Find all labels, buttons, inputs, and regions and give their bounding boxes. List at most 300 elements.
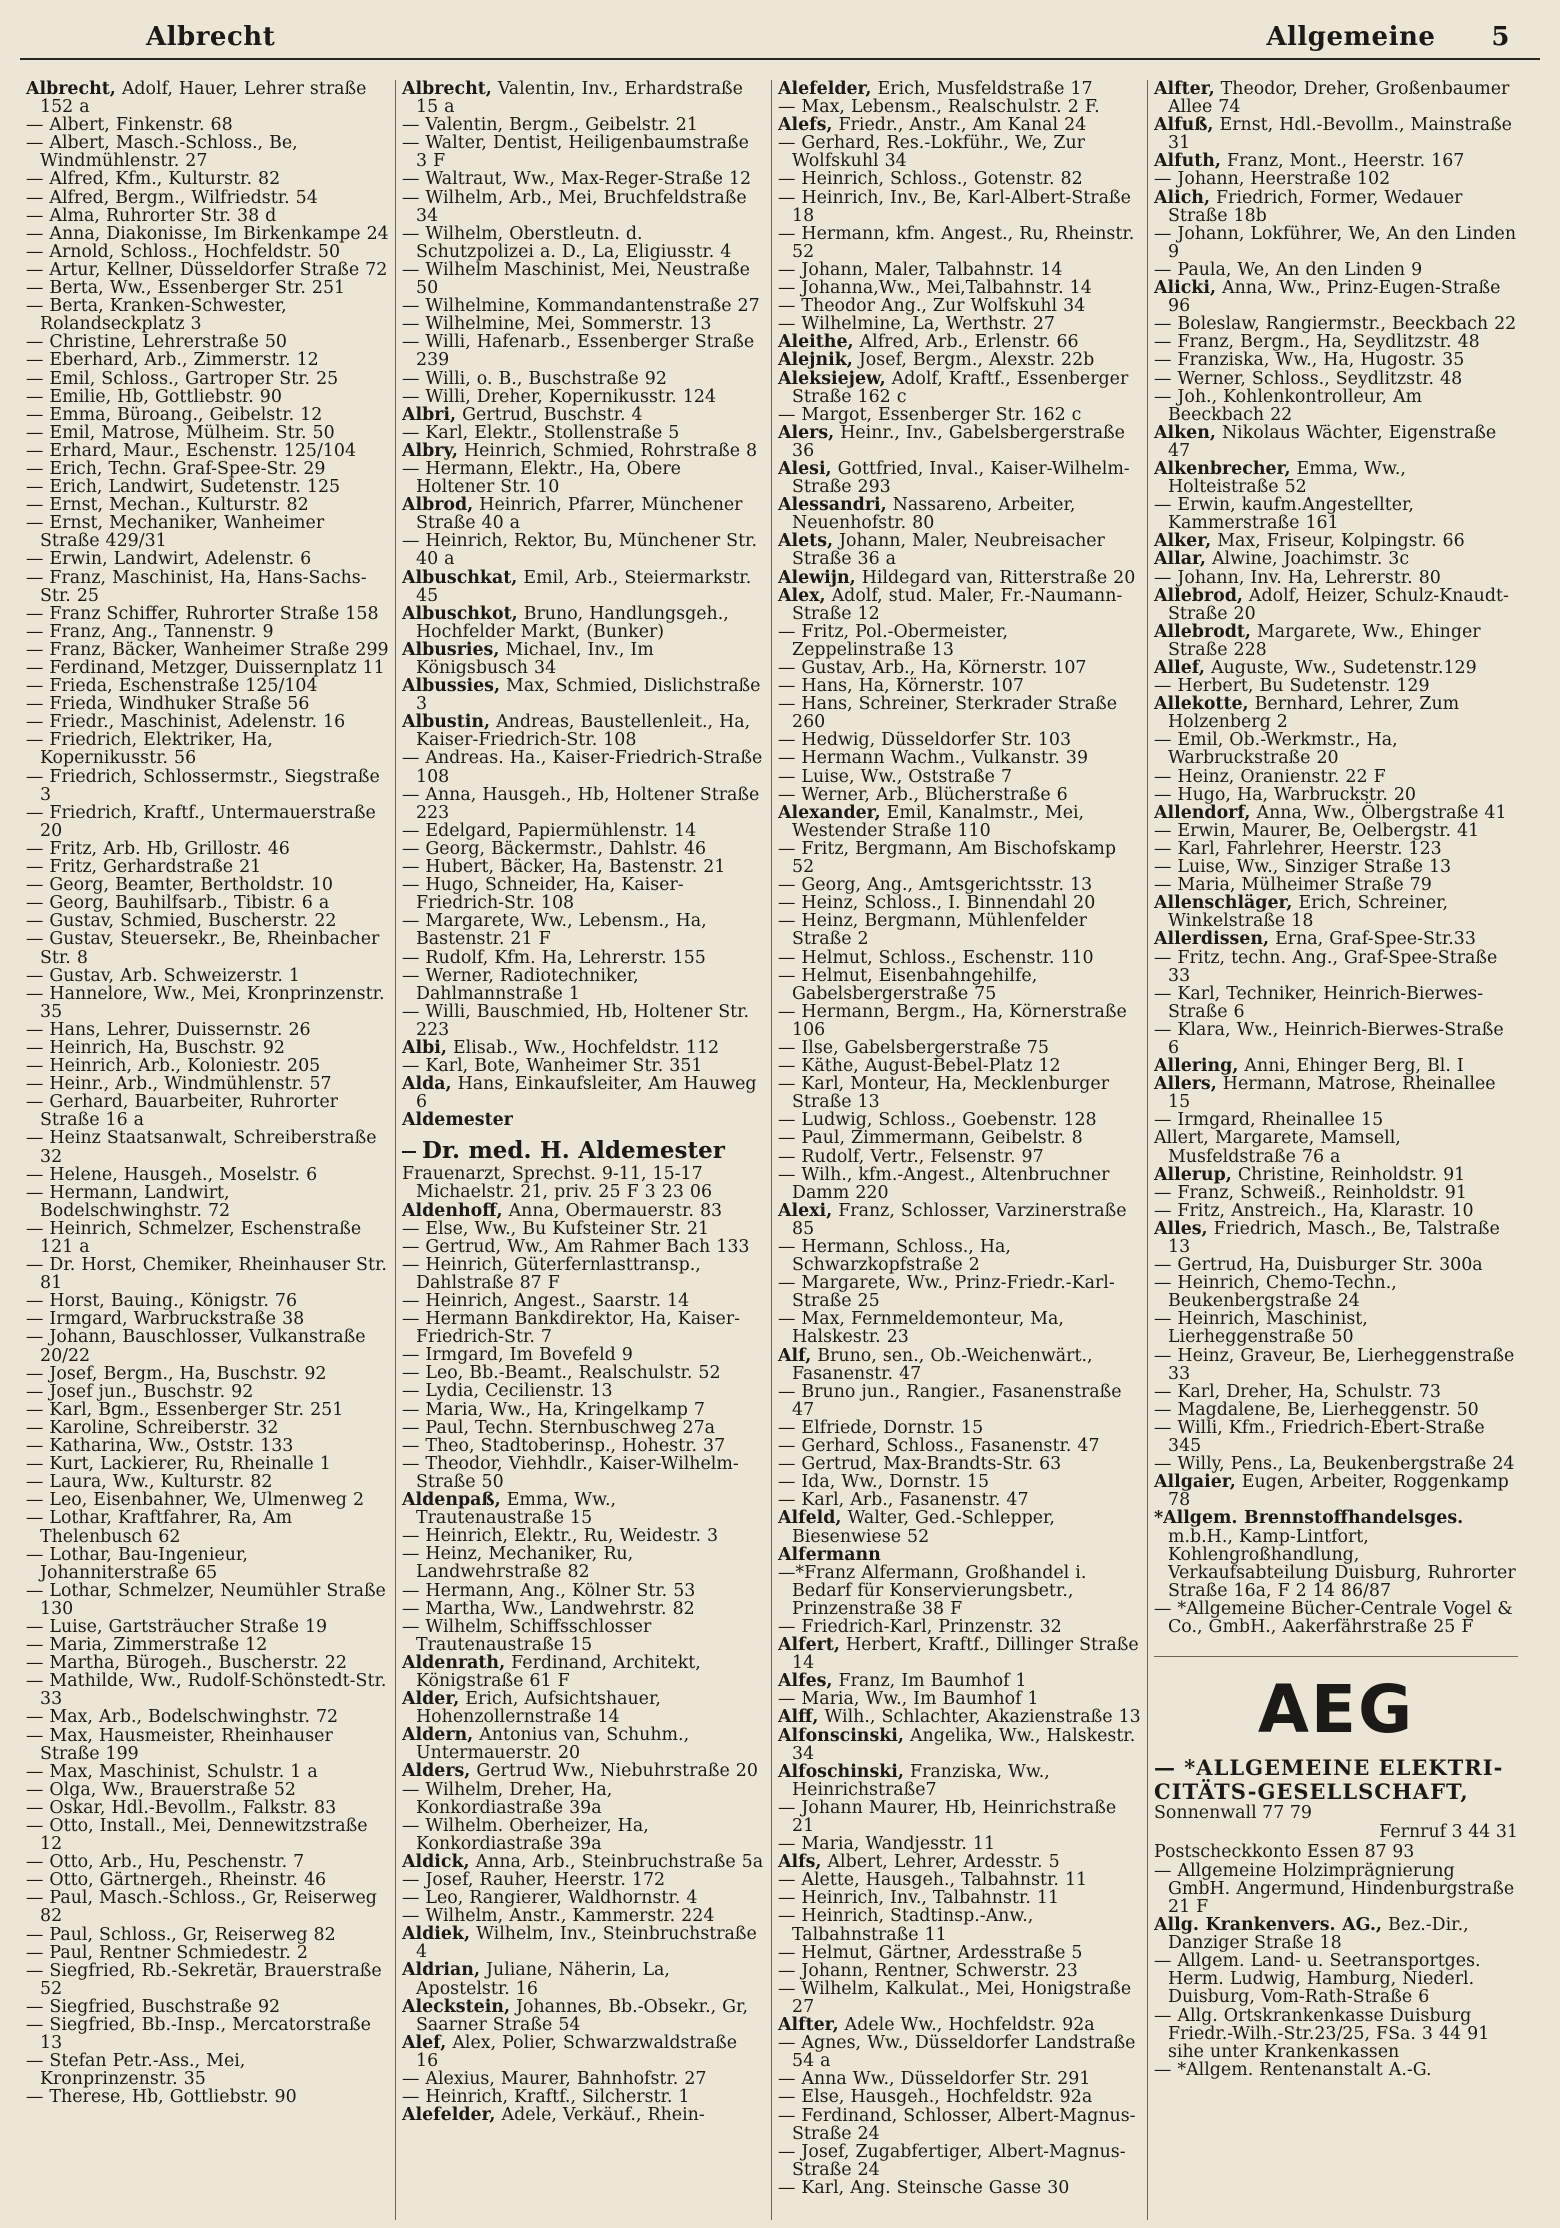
entry-text: — Friedrich, Elektriker, Ha, Kopernikusstr. 56 xyxy=(26,730,273,769)
entry-text: Franz, Im Baumhof 1 xyxy=(832,1671,1027,1692)
surname: Allef, xyxy=(1154,658,1205,678)
directory-entry xyxy=(778,840,1141,876)
surname: Allenschläger, xyxy=(1154,893,1293,914)
directory-entry xyxy=(778,1003,1141,1039)
entry-text: — Willi, o. B., Buschstraße 92 xyxy=(402,368,667,389)
entry-text: — Helmut, Schloss., Eschenstr. 110 xyxy=(778,947,1094,968)
entry-text: Wilh., Schlachter, Akazienstraße 13 xyxy=(818,1707,1141,1728)
entry-text: — Heinz Staatsanwalt, Schreiberstraße 32 xyxy=(26,1128,377,1167)
directory-entry xyxy=(26,659,389,677)
entry-text: — Heinrich, Maschinist, Lierheggenstraße 50 xyxy=(1154,1309,1368,1348)
entry-text: — Alma, Ruhrorter Str. 38 d xyxy=(26,205,277,226)
surname: Albuschkot, xyxy=(402,603,518,624)
directory-entry xyxy=(1154,333,1518,351)
directory-entry xyxy=(1154,1383,1518,1401)
ad-title-line2: CITÄTS-GESELLSCHAFT, xyxy=(1154,1779,1469,1805)
entry-text: — Erwin, Landwirt, Adelenstr. 6 xyxy=(26,549,312,570)
entry-text: — Walter, Dentist, Heiligenbaumstraße 3 F xyxy=(402,133,749,172)
directory-entry xyxy=(26,1256,389,1292)
entry-text: Allert, Margarete, Mamsell, Musfeldstraße 76 a xyxy=(1154,1128,1401,1167)
entry-text: — Gustav, Steuersekr., Be, Rheinbacher Str. 8 xyxy=(26,929,380,968)
entry-text: — Wilhelm, Kalkulat., Mei, Honigstraße 27 xyxy=(778,1978,1132,2017)
directory-entry xyxy=(778,1853,1141,1871)
surname: Allerdissen, xyxy=(1154,929,1270,950)
entry-text: — Theodor Ang., Zur Wolfskuhl 34 xyxy=(778,296,1086,317)
directory-entry xyxy=(778,1907,1141,1943)
directory-entry xyxy=(402,388,765,406)
entry-text: — Franz, Ang., Tannenstr. 9 xyxy=(26,621,274,642)
entry-text: — Heinrich, Schloss., Gotenstr. 82 xyxy=(778,169,1083,190)
entry-text: — Rudolf, Kfm. Ha, Lehrerstr. 155 xyxy=(402,947,706,968)
entry-text: — Emil, Schloss., Gartroper Str. 25 xyxy=(26,368,339,389)
surname: Alefelder, xyxy=(402,2105,496,2126)
entry-text: — Berta, Ww., Essenberger Str. 251 xyxy=(26,278,346,299)
entry-text: — Willi, Hafenarb., Essenberger Straße 239 xyxy=(402,332,755,371)
entry-text: — Wilhelmine, Mei, Sommerstr. 13 xyxy=(402,314,712,335)
entry-text: — Elfriede, Dornstr. 15 xyxy=(778,1417,984,1438)
entry-text: — Willy, Pens., La, Beukenbergstraße 24 xyxy=(1154,1454,1515,1475)
entry-text: Josef, Bergm., Alexstr. 22b xyxy=(852,350,1095,371)
directory-entry xyxy=(778,315,1141,333)
surname: Alich, xyxy=(1154,187,1210,208)
entry-text: Bez.-Dir., Danziger Straße 18 xyxy=(1168,1915,1469,1954)
directory-entry xyxy=(26,1419,389,1437)
directory-entry xyxy=(26,569,389,605)
directory-entry xyxy=(778,333,1141,351)
directory-entry xyxy=(1154,949,1518,985)
entry-text: Anni, Ehinger Berg, Bl. I xyxy=(1238,1056,1464,1077)
surname: Alewijn, xyxy=(778,567,856,588)
entry-text: Auguste, Ww., Sudetenstr.129 xyxy=(1204,658,1477,678)
directory-entry xyxy=(1154,261,1518,279)
entry-text: — Wilhelmine, Kommandantenstraße 27 xyxy=(402,296,760,317)
directory-entry xyxy=(26,2016,389,2052)
surname: Allebrod, xyxy=(1154,585,1243,606)
entry-text: — Johann, Maler, Talbahnstr. 14 xyxy=(778,259,1063,280)
entry-text: — Stefan Petr.-Ass., Mei, Kronprinzenstr. 35 xyxy=(26,2051,246,2090)
directory-entry xyxy=(1154,1166,1518,1184)
entry-text: Anna, Arb., Steinbruchstraße 5a xyxy=(469,1851,764,1872)
aeg-advertisement xyxy=(1154,1656,1518,1862)
entry-text: — *Allgemeine Bücher-Centrale Vogel & Co., GmbH., Aakerfährstraße 25 F xyxy=(1154,1598,1513,1637)
entry-text: — Allgemeine Holzimprägnierung GmbH. Angermund, Hindenburgstraße 21 F xyxy=(1154,1860,1515,1917)
directory-entry xyxy=(778,1835,1141,1853)
surname: Allendorf, xyxy=(1154,802,1251,823)
surname: Alessandri, xyxy=(778,495,887,516)
directory-entry xyxy=(778,1509,1141,1545)
surname: Allebrodt, xyxy=(1154,621,1251,642)
entry-text: Christine, Reinholdstr. 91 xyxy=(1231,1164,1466,1185)
entry-text: — Wilhelm, Schiffsschlosser Trautenaustraße 15 xyxy=(402,1616,652,1655)
directory-entry xyxy=(402,912,765,948)
entry-text: — Max, Hausmeister, Rheinhauser Straße 199 xyxy=(26,1725,333,1764)
directory-entry xyxy=(1154,152,1518,170)
directory-entry xyxy=(1154,2061,1518,2079)
entry-text: Heinr., Inv., Gabelsbergerstraße 36 xyxy=(792,422,1125,461)
directory-entry xyxy=(26,1093,389,1129)
directory-entry xyxy=(26,713,389,731)
entry-text: — Gertrud, Ww., Am Rahmer Bach 133 xyxy=(402,1236,750,1257)
entry-text: — Käthe, August-Bebel-Platz 12 xyxy=(778,1056,1061,1077)
entry-text: — Heinrich, Inv., Talbahnstr. 11 xyxy=(778,1888,1060,1909)
entry-text: — Hubert, Bäcker, Ha, Bastenstr. 21 xyxy=(402,857,726,878)
directory-entry xyxy=(26,1727,389,1763)
directory-entry xyxy=(26,1853,389,1871)
directory-entry xyxy=(1154,1419,1518,1455)
directory-entry xyxy=(778,1274,1141,1310)
advert-heading xyxy=(402,1139,765,1163)
entry-text: — Willi, Dreher, Kopernikusstr. 124 xyxy=(402,386,717,407)
entry-text: — Maria, Ww., Ha, Kringelkamp 7 xyxy=(402,1399,705,1420)
directory-entry xyxy=(402,1419,765,1437)
directory-entry xyxy=(778,1889,1141,1907)
entry-text: Adele, Verkäuf., Rhein- xyxy=(495,2105,705,2126)
entry-text: — Rudolf, Vertr., Felsenstr. 97 xyxy=(778,1146,1044,1167)
directory-entry xyxy=(402,1618,765,1654)
directory-entry xyxy=(778,731,1141,749)
directory-entry xyxy=(26,170,389,188)
directory-entry xyxy=(402,876,765,912)
entry-text: — Anna, Hausgeh., Hb, Holtener Straße 223 xyxy=(402,784,760,823)
entry-text: — Alfred, Bergm., Wilfriedstr. 54 xyxy=(26,187,318,208)
entry-text: — Otto, Arb., Hu, Peschenstr. 7 xyxy=(26,1852,305,1873)
directory-entry xyxy=(778,1075,1141,1111)
directory-entry xyxy=(26,80,389,116)
directory-entry xyxy=(26,623,389,641)
entry-text: — Friedr., Maschinist, Adelenstr. 16 xyxy=(26,712,346,733)
directory-entry xyxy=(778,1238,1141,1274)
entry-text: Erich, Schreiner, Winkelstraße 18 xyxy=(1168,893,1449,932)
surname: Aldenpaß, xyxy=(402,1490,501,1511)
entry-text: — Heinrich, Stadtinsp.-Anw., Talbahnstraße 11 xyxy=(778,1906,1034,1945)
entry-text: — Heinz, Mechaniker, Ru, Landwehrstraße 82 xyxy=(402,1544,634,1583)
directory-entry xyxy=(26,1546,389,1582)
directory-entry xyxy=(402,1437,765,1455)
directory-entry xyxy=(26,225,389,243)
entry-text: — Heinrich, Inv., Be, Karl-Albert-Straße 18 xyxy=(778,187,1131,226)
directory-entry xyxy=(1154,1455,1518,1473)
surname: Allgaier, xyxy=(1154,1472,1236,1493)
entry-text: — Willi, Bauschmied, Hb, Holtener Str. 223 xyxy=(402,1001,750,1040)
directory-entry xyxy=(26,1166,389,1184)
directory-entry xyxy=(26,1383,389,1401)
entry-text: — Anna Ww., Düsseldorfer Str. 291 xyxy=(778,2069,1091,2090)
entry-text: — Ernst, Mechan., Kulturstr. 82 xyxy=(26,495,309,516)
entry-text: — Hermann, kfm. Angest., Ru, Rheinstr. 52 xyxy=(778,223,1135,262)
directory-entry xyxy=(778,189,1141,225)
directory-entry xyxy=(402,822,765,840)
entry-text: — Erwin, kaufm.Angestellter, Kammerstraße 161 xyxy=(1154,495,1414,534)
directory-entry xyxy=(26,1926,389,1944)
entry-text: — Eberhard, Arb., Zimmerstr. 12 xyxy=(26,350,319,371)
surname: Alda, xyxy=(402,1074,452,1095)
directory-entry xyxy=(778,1944,1141,1962)
directory-entry xyxy=(402,370,765,388)
directory-entry xyxy=(778,2088,1141,2106)
directory-entry xyxy=(26,1509,389,1545)
entry-text: — Siegfried, Buschstraße 92 xyxy=(26,1996,281,2017)
directory-entry xyxy=(778,532,1141,568)
entry-text: — Ferdinand, Schlosser, Albert-Magnus-Straße 24 xyxy=(778,2105,1136,2144)
ad-title-line1: — *ALLGEMEINE ELEKTRI- xyxy=(1154,1755,1504,1781)
directory-entry xyxy=(402,1600,765,1618)
directory-entry xyxy=(402,858,765,876)
entry-text: — Else, Hausgeh., Hochfeldstr. 92a xyxy=(778,2087,1093,2108)
directory-entry xyxy=(402,1998,765,2034)
surname: Alets, xyxy=(778,531,834,552)
entry-text: — Wilhelm. Oberheizer, Ha, Konkordiastraße 39a xyxy=(402,1815,649,1854)
directory-entry xyxy=(26,370,389,388)
directory-entry xyxy=(26,1672,389,1708)
entry-text: Erich, Musfeldstraße 17 xyxy=(871,80,1093,99)
entry-text: Michael, Inv., Im Königsbusch 34 xyxy=(416,639,654,678)
surname: Alfter, xyxy=(1154,80,1215,99)
entry-text: — Martha, Bürogeh., Buscherstr. 22 xyxy=(26,1653,347,1674)
entry-text: — Frieda, Windhuker Straße 56 xyxy=(26,694,310,715)
directory-entry xyxy=(402,170,765,188)
directory-entry xyxy=(778,297,1141,315)
directory-entry xyxy=(26,605,389,623)
entry-text: Alfred, Arb., Erlenstr. 66 xyxy=(853,332,1079,353)
entry-text: — Gustav, Arb. Schweizerstr. 1 xyxy=(26,965,300,986)
directory-entry xyxy=(778,2070,1141,2088)
entry-text: — Helmut, Eisenbahngehilfe, Gabelsbergerstraße 75 xyxy=(778,965,1038,1004)
entry-text: Emma, Ww., Holteistraße 52 xyxy=(1168,458,1406,498)
directory-entry xyxy=(402,134,765,170)
directory-entry xyxy=(402,605,765,641)
directory-entry xyxy=(778,279,1141,297)
surname: Aldenhoff, xyxy=(402,1200,503,1221)
directory-entry xyxy=(402,315,765,333)
directory-entry xyxy=(402,1925,765,1961)
surname: Alicki, xyxy=(1154,278,1217,299)
directory-entry xyxy=(26,858,389,876)
column-4-entries xyxy=(1154,80,1518,1636)
entry-text: Antonius van, Schuhm., Untermauerstr. 20 xyxy=(416,1725,690,1764)
entry-text: Erna, Graf-Spee-Str.33 xyxy=(1269,929,1476,950)
directory-entry xyxy=(402,1545,765,1581)
directory-entry xyxy=(778,1727,1141,1763)
entry-text: — Paul, Schloss., Gr, Reiserweg 82 xyxy=(26,1924,336,1945)
directory-entry xyxy=(778,424,1141,460)
directory-entry xyxy=(402,496,765,532)
entry-text: — Werner, Arb., Blücherstraße 6 xyxy=(778,784,1068,805)
directory-entry xyxy=(402,1762,765,1780)
entry-text: — Leo, Eisenbahner, We, Ulmenweg 2 xyxy=(26,1490,365,1511)
entry-text: Gertrud Ww., Niebuhrstraße 20 xyxy=(470,1761,758,1782)
directory-entry xyxy=(402,1726,765,1762)
entry-text: — Erich, Techn. Graf-Spee-Str. 29 xyxy=(26,458,326,479)
ad-postcheck: Postscheckkonto Essen 87 93 xyxy=(1154,1841,1415,1862)
directory-entry xyxy=(1154,804,1518,822)
entry-text: — Ernst, Mechaniker, Wanheimer Straße 429/31 xyxy=(26,513,325,552)
entry-text: — Ida, Ww., Dornstr. 15 xyxy=(778,1472,990,1493)
directory-entry xyxy=(26,1781,389,1799)
entry-text: — Edelgard, Papiermühlenstr. 14 xyxy=(402,820,697,841)
entry-text: — Georg, Beamter, Bertholdstr. 10 xyxy=(26,875,333,896)
directory-entry xyxy=(778,768,1141,786)
entry-text: —*Franz Alfermann, Großhandel i. Bedarf für Konservierungsbetr., Prinzenstraße 38 F xyxy=(778,1562,1087,1619)
entry-text: — Laura, Ww., Kulturstr. 82 xyxy=(26,1472,273,1493)
entry-text: Frauenarzt, Sprechst. 9-11, 15-17 Michaelstr. 21, priv. 25 F 3 23 06 xyxy=(402,1164,713,1203)
directory-entry xyxy=(26,478,389,496)
entry-text: Alex, Polier, Schwarzwaldstraße 16 xyxy=(416,2032,738,2071)
directory-entry xyxy=(1154,1202,1518,1220)
directory-entry xyxy=(26,1021,389,1039)
surname: Aleksiejew, xyxy=(778,368,886,389)
directory-entry xyxy=(26,1654,389,1672)
entry-text: — Margarete, Ww., Lebensm., Ha, Bastenstr. 21 F xyxy=(402,911,707,950)
surname: Alejnik, xyxy=(778,350,853,371)
directory-entry xyxy=(402,1202,765,1220)
surname: Alfonscinski, xyxy=(778,1725,904,1746)
directory-entry xyxy=(402,424,765,442)
directory-entry xyxy=(26,189,389,207)
directory-entry xyxy=(26,1075,389,1093)
column-1 xyxy=(20,80,396,2220)
entry-text: — Gertrud, Ha, Duisburger Str. 300a xyxy=(1154,1255,1483,1276)
entry-text: — Hermann, Elektr., Ha, Obere Holtener Str. 10 xyxy=(402,458,681,498)
entry-text: — Werner, Radiotechniker, Dahlmannstraße 1 xyxy=(402,965,639,1004)
directory-entry xyxy=(26,243,389,261)
entry-text: — Karl, Techniker, Heinrich-Bierwes-Straße 6 xyxy=(1154,983,1484,1022)
entry-text: — Ilse, Gabelsbergerstraße 75 xyxy=(778,1037,1049,1058)
entry-text: — Erwin, Maurer, Be, Oelbergstr. 41 xyxy=(1154,820,1480,841)
entry-text: Hermann, Matrose, Rheinallee 15 xyxy=(1168,1074,1496,1113)
surname: Allg. Krankenvers. AG., xyxy=(1154,1915,1382,1936)
directory-entry xyxy=(26,1473,389,1491)
directory-entry xyxy=(402,1781,765,1817)
entry-text: — Karoline, Schreiberstr. 32 xyxy=(26,1417,279,1438)
directory-entry xyxy=(402,460,765,496)
directory-entry xyxy=(26,1636,389,1654)
surname: Alfert, xyxy=(778,1635,840,1656)
entry-text: — Dr. Horst, Chemiker, Rheinhauser Str. 81 xyxy=(26,1255,387,1294)
directory-entry xyxy=(26,207,389,225)
entry-text: Emil, Kanalmstr., Mei, Westender Straße 110 xyxy=(792,802,1085,841)
directory-entry xyxy=(1154,695,1518,731)
entry-text: Valentin, Inv., Erhardstraße 15 a xyxy=(416,80,743,118)
directory-entry xyxy=(402,2034,765,2070)
entry-text: Hildegard van, Ritterstraße 20 xyxy=(855,567,1136,588)
directory-entry xyxy=(778,1383,1141,1419)
entry-text: Alwine, Joachimstr. 3c xyxy=(1205,549,1410,570)
entry-text: — Hugo, Ha, Warbruckstr. 20 xyxy=(1154,784,1417,805)
entry-text: — Alfred, Kfm., Kulturstr. 82 xyxy=(26,169,281,190)
directory-entry xyxy=(778,695,1141,731)
entry-text: — Heinz, Graveur, Be, Lierheggenstraße 33 xyxy=(1154,1345,1515,1384)
directory-entry xyxy=(778,1636,1141,1672)
directory-entry xyxy=(402,1889,765,1907)
entry-text: — Johann, Lokführer, We, An den Linden 9 xyxy=(1154,223,1517,262)
entry-text: — Johann, Rentner, Schwerstr. 23 xyxy=(778,1960,1078,1981)
surname: Albry, xyxy=(402,440,458,461)
entry-text: Gottfried, Inval., Kaiser-Wilhelm-Straße 293 xyxy=(792,458,1130,498)
entry-text: — Anna, Diakonisse, Im Birkenkampe 24 xyxy=(26,223,389,244)
entry-text: Angelika, Ww., Halskestr. 34 xyxy=(792,1725,1136,1764)
entry-text: Erich, Aufsichtshauer, Hohenzollernstraße 14 xyxy=(416,1689,661,1728)
entry-text: — Max, Lebensm., Realschulstr. 2 F. xyxy=(778,97,1100,118)
entry-text: Herbert, Kraftf., Dillinger Straße 14 xyxy=(792,1635,1139,1674)
directory-entry xyxy=(778,1310,1141,1346)
directory-entry xyxy=(778,804,1141,840)
ad-address: Sonnenwall 77 79 xyxy=(1154,1803,1312,1824)
entry-text: — Albert, Masch.-Schloss., Be, Windmühlenstr. 27 xyxy=(26,133,298,172)
surname: Aldern, xyxy=(402,1725,474,1746)
entry-text: — Irmgard, Warbruckstraße 38 xyxy=(26,1309,305,1330)
entry-text: — Heinrich, Rektor, Bu, Münchener Str. 40 a xyxy=(402,531,757,570)
entry-text: — Gerhard, Schloss., Fasanenstr. 47 xyxy=(778,1436,1100,1457)
directory-entry xyxy=(402,1382,765,1400)
columns xyxy=(20,80,1540,2220)
entry-text: Anna, Ww., Prinz-Eugen-Straße 96 xyxy=(1168,278,1501,317)
entry-text: — Albert, Finkenstr. 68 xyxy=(26,115,233,136)
directory-entry xyxy=(26,514,389,550)
directory-entry xyxy=(778,1672,1141,1690)
entry-text: — Irmgard, Rheinallee 15 xyxy=(1154,1110,1384,1131)
surname: Alfuth, xyxy=(1154,151,1221,172)
entry-text: — Fritz, Gerhardstraße 21 xyxy=(26,857,262,878)
directory-entry xyxy=(1154,170,1518,188)
entry-text: — Allg. Ortskrankenkasse Duisburg Friedr.-Wilh.-Str.23/25, FSa. 3 44 91 sihe unter Krankenkassen xyxy=(1154,2005,1490,2062)
directory-entry xyxy=(1154,424,1518,460)
directory-entry xyxy=(1154,279,1518,315)
surname: Aldrian, xyxy=(402,1960,480,1981)
directory-entry xyxy=(778,1473,1141,1491)
entry-text: — Arnold, Schloss., Hochfeldstr. 50 xyxy=(26,241,341,262)
directory-entry xyxy=(402,749,765,785)
entry-text: Bruno, Handlungsgeh., Hochfelder Markt, (Bunker) xyxy=(416,603,729,642)
page-number: 5 xyxy=(1491,22,1510,52)
entry-text: Anna, Ww., Ölbergstraße 41 xyxy=(1250,802,1507,823)
directory-entry xyxy=(778,1491,1141,1509)
entry-text: — Maria, Ww., Im Baumhof 1 xyxy=(778,1689,1039,1710)
directory-entry xyxy=(402,1961,765,1997)
entry-text: — Karl, Monteur, Ha, Mecklenburger Straße 13 xyxy=(778,1074,1110,1113)
entry-text: — Friedrich, Schlossermstr., Siegstraße 3 xyxy=(26,766,380,805)
entry-text: — Siegfried, Bb.-Insp., Mercatorstraße 13 xyxy=(26,2015,371,2054)
surname: Alfuß, xyxy=(1154,115,1214,136)
entry-text: — Wilhelm, Anstr., Kammerstr. 224 xyxy=(402,1906,715,1927)
entry-text: Ferdinand, Architekt, Königstraße 61 F xyxy=(416,1652,701,1691)
directory-entry xyxy=(1154,1129,1518,1165)
directory-entry xyxy=(778,261,1141,279)
directory-entry xyxy=(26,550,389,568)
directory-entry xyxy=(1154,1111,1518,1129)
directory-entry xyxy=(26,388,389,406)
directory-entry xyxy=(26,261,389,279)
entry-text: — Hermann, Schloss., Ha, Schwarzkopfstraße 2 xyxy=(778,1237,1011,1276)
entry-text: — Hermann, Landwirt, Bodelschwinghstr. 72 xyxy=(26,1182,231,1221)
directory-entry xyxy=(778,1455,1141,1473)
directory-entry xyxy=(1154,1256,1518,1274)
directory-entry xyxy=(26,1437,389,1455)
directory-entry xyxy=(402,406,765,424)
entry-text: — Heinr., Arb., Windmühlenstr. 57 xyxy=(26,1074,332,1095)
entry-text: — Karl, Fahrlehrer, Heerstr. 123 xyxy=(1154,838,1442,859)
running-head-center: Allgemeine xyxy=(1266,22,1436,52)
directory-entry xyxy=(26,876,389,894)
directory-entry xyxy=(402,1527,765,1545)
directory-entry xyxy=(1154,1347,1518,1383)
directory-entry xyxy=(26,351,389,369)
directory-entry xyxy=(26,1310,389,1328)
entry-text: — Josef, Rauher, Heerstr. 172 xyxy=(402,1870,666,1890)
directory-entry xyxy=(402,569,765,605)
entry-text: Albert, Lehrer, Ardesstr. 5 xyxy=(821,1852,1060,1873)
entry-text: — Hermann Bankdirektor, Ha, Kaiser-Friedrich-Str. 7 xyxy=(402,1309,741,1348)
entry-text: Juliane, Näherin, La, Apostelstr. 16 xyxy=(416,1960,670,1999)
